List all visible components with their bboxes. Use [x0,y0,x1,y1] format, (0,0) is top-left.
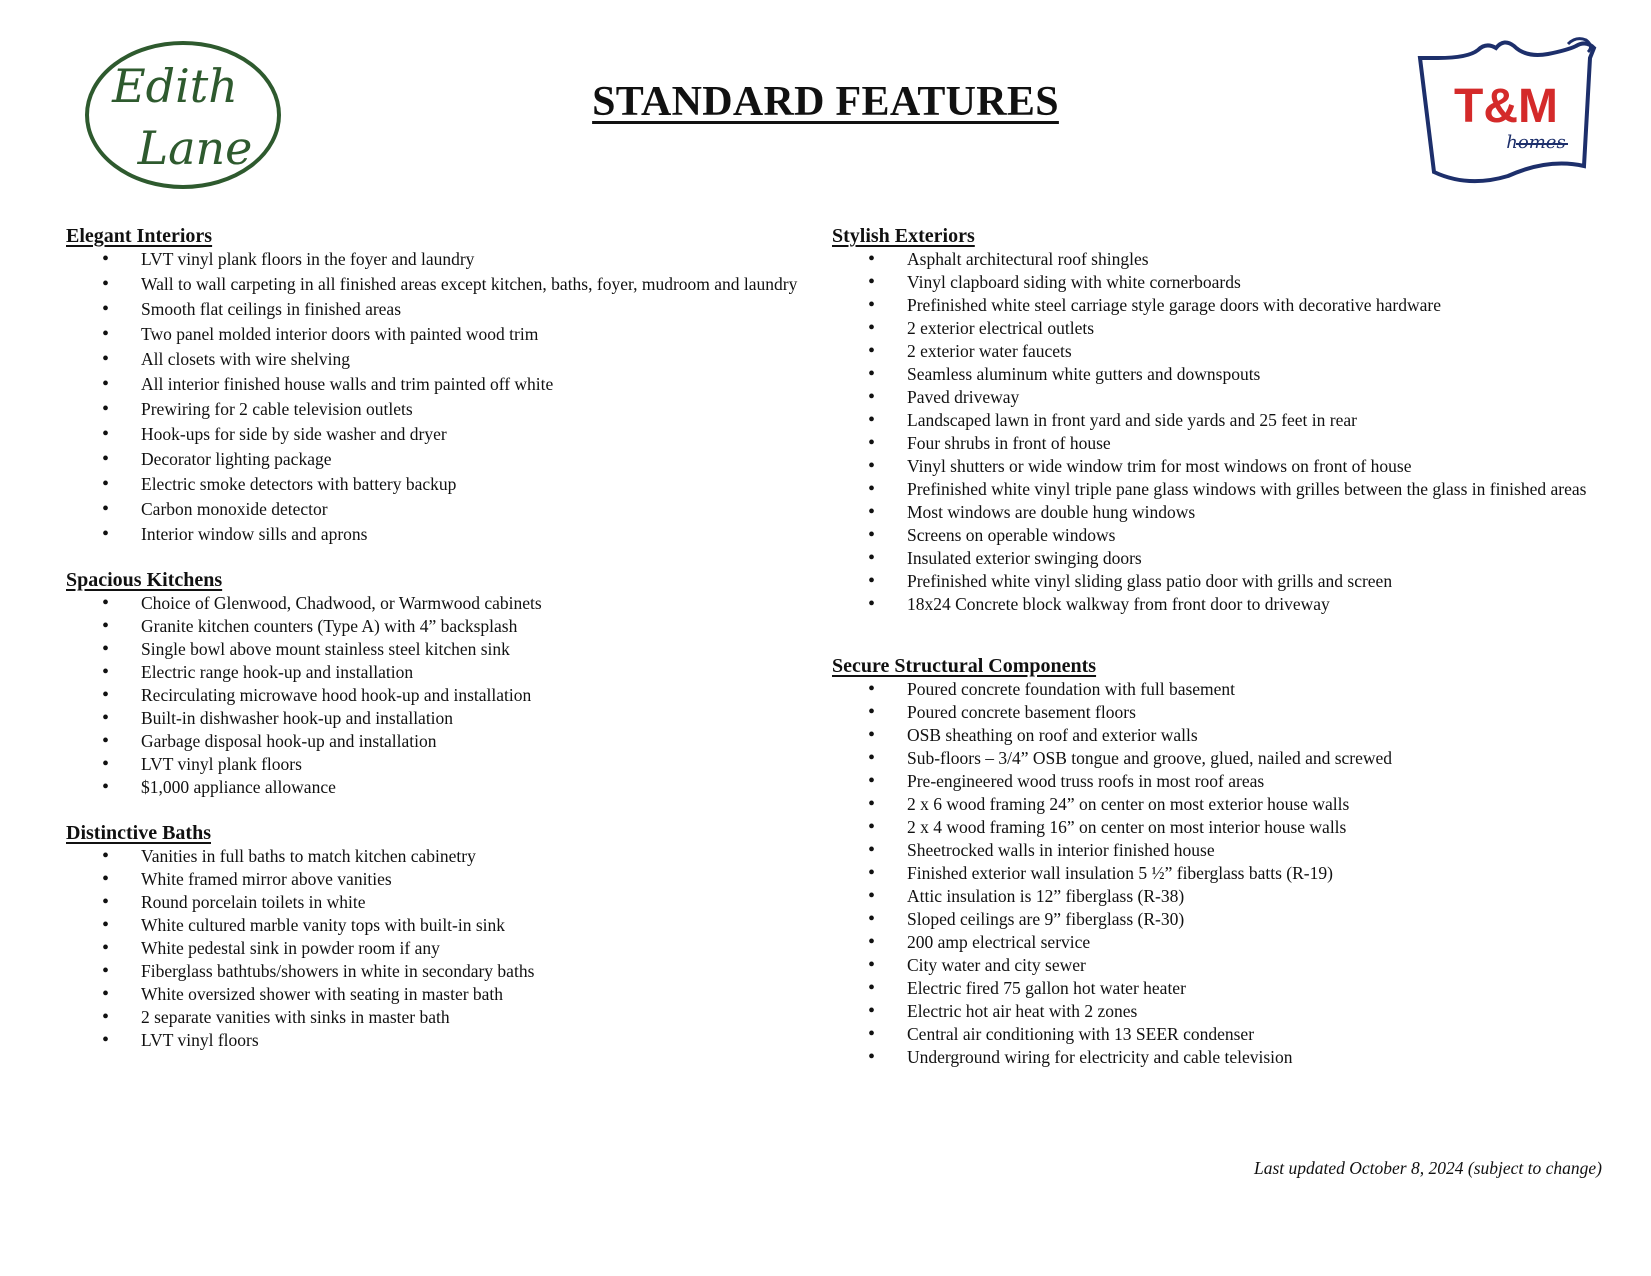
page-title: STANDARD FEATURES [592,79,1059,125]
list-item: • Sloped ceilings are 9” fiberglass (R-30) [832,908,1592,930]
logo-sub: homes [1506,132,1566,153]
list-item: • Built-in dishwasher hook-up and installation [66,707,826,729]
section-spacious-kitchens [66,568,826,798]
list-item: • White pedestal sink in powder room if any [66,937,826,959]
logo-letters: T&M [1454,80,1558,133]
list-item: • Four shrubs in front of house [832,432,1592,454]
list-item: • Sub-floors – 3/4” OSB tongue and groove, glued, nailed and screwed [832,747,1592,769]
section-stylish-exteriors [832,224,1592,615]
list-item: • LVT vinyl plank floors in the foyer and laundry [66,248,826,270]
list-item: • Asphalt architectural roof shingles [832,248,1592,270]
list-item: • Recirculating microwave hood hook-up and installation [66,684,826,706]
list-item: • Prefinished white vinyl sliding glass patio door with grills and screen [832,570,1592,592]
list-item: • White framed mirror above vanities [66,868,826,890]
section-heading: Secure Structural Components [832,655,1097,677]
list-item: • Round porcelain toilets in white [66,891,826,913]
list-item: • Vinyl shutters or wide window trim for most windows on front of house [832,455,1592,477]
list-item: • Insulated exterior swinging doors [832,547,1592,569]
list-item: • 2 separate vanities with sinks in master bath [66,1006,826,1028]
feature-list [832,678,1592,1068]
list-item: • OSB sheathing on roof and exterior walls [832,724,1592,746]
list-item: • 2 exterior electrical outlets [832,317,1592,339]
list-item: • Smooth flat ceilings in finished areas [66,298,826,320]
list-item: • Poured concrete foundation with full basement [832,678,1592,700]
list-item: • Wall to wall carpeting in all finished areas except kitchen, baths, foyer, mudroom and laundry [66,273,826,295]
list-item: • Vanities in full baths to match kitchen cabinetry [66,845,826,867]
right-column [832,224,1592,1069]
list-item: • 2 x 6 wood framing 24” on center on most exterior house walls [832,793,1592,815]
section-heading: Elegant Interiors [66,225,213,247]
list-item: • Prefinished white vinyl triple pane glass windows with grilles between the glass in finished areas [832,478,1592,500]
section-distinctive-baths [66,821,826,1051]
list-item: • Vinyl clapboard siding with white cornerboards [832,271,1592,293]
list-item: • Granite kitchen counters (Type A) with 4” backsplash [66,615,826,637]
list-item: • White cultured marble vanity tops with built-in sink [66,914,826,936]
section-elegant-interiors [66,224,826,545]
list-item: • Paved driveway [832,386,1592,408]
feature-list [832,248,1592,615]
list-item: • LVT vinyl plank floors [66,753,826,775]
section-heading: Spacious Kitchens [66,569,223,591]
list-item: • Prefinished white steel carriage style garage doors with decorative hardware [832,294,1592,316]
last-updated-note: Last updated October 8, 2024 (subject to change) [1253,1158,1602,1178]
list-item: • Decorator lighting package [66,448,826,470]
list-item: • Seamless aluminum white gutters and downspouts [832,363,1592,385]
list-item: • Most windows are double hung windows [832,501,1592,523]
list-item: • $1,000 appliance allowance [66,776,826,798]
feature-list [66,845,826,1051]
section-secure-structural-components [832,654,1592,1068]
list-item: • Landscaped lawn in front yard and side yards and 25 feet in rear [832,409,1592,431]
list-item: • Electric fired 75 gallon hot water heater [832,977,1592,999]
list-item: • 2 x 4 wood framing 16” on center on most interior house walls [832,816,1592,838]
list-item: • Hook-ups for side by side washer and dryer [66,423,826,445]
list-item: • 18x24 Concrete block walkway from front door to driveway [832,593,1592,615]
list-item: • Attic insulation is 12” fiberglass (R-38) [832,885,1592,907]
list-item: • Prewiring for 2 cable television outlets [66,398,826,420]
list-item: • Sheetrocked walls in interior finished house [832,839,1592,861]
list-item: • Electric smoke detectors with battery backup [66,473,826,495]
section-heading: Stylish Exteriors [832,225,975,247]
list-item: • All closets with wire shelving [66,348,826,370]
list-item: • Finished exterior wall insulation 5 ½” fiberglass batts (R-19) [832,862,1592,884]
list-item: • Electric hot air heat with 2 zones [832,1000,1592,1022]
feature-list [66,592,826,798]
section-heading: Distinctive Baths [66,822,211,844]
list-item: • Garbage disposal hook-up and installation [66,730,826,752]
list-item: • Two panel molded interior doors with painted wood trim [66,323,826,345]
list-item: • City water and city sewer [832,954,1592,976]
list-item: • Central air conditioning with 13 SEER condenser [832,1023,1592,1045]
list-item: • Carbon monoxide detector [66,498,826,520]
list-item: • 2 exterior water faucets [832,340,1592,362]
logo-line1: Edith [112,59,238,113]
list-item: • Pre-engineered wood truss roofs in most roof areas [832,770,1592,792]
list-item: • All interior finished house walls and trim painted off white [66,373,826,395]
list-item: • White oversized shower with seating in master bath [66,983,826,1005]
list-item: • Poured concrete basement floors [832,701,1592,723]
list-item: • Electric range hook-up and installation [66,661,826,683]
list-item: • Single bowl above mount stainless steel kitchen sink [66,638,826,660]
left-column [66,224,826,1052]
list-item: • Underground wiring for electricity and cable television [832,1046,1592,1068]
list-item: • Interior window sills and aprons [66,523,826,545]
feature-list [66,248,826,545]
logo-line2: Lane [137,121,253,175]
list-item: • 200 amp electrical service [832,931,1592,953]
list-item: • Choice of Glenwood, Chadwood, or Warmwood cabinets [66,592,826,614]
list-item: • Screens on operable windows [832,524,1592,546]
list-item: • LVT vinyl floors [66,1029,826,1051]
list-item: • Fiberglass bathtubs/showers in white in secondary baths [66,960,826,982]
